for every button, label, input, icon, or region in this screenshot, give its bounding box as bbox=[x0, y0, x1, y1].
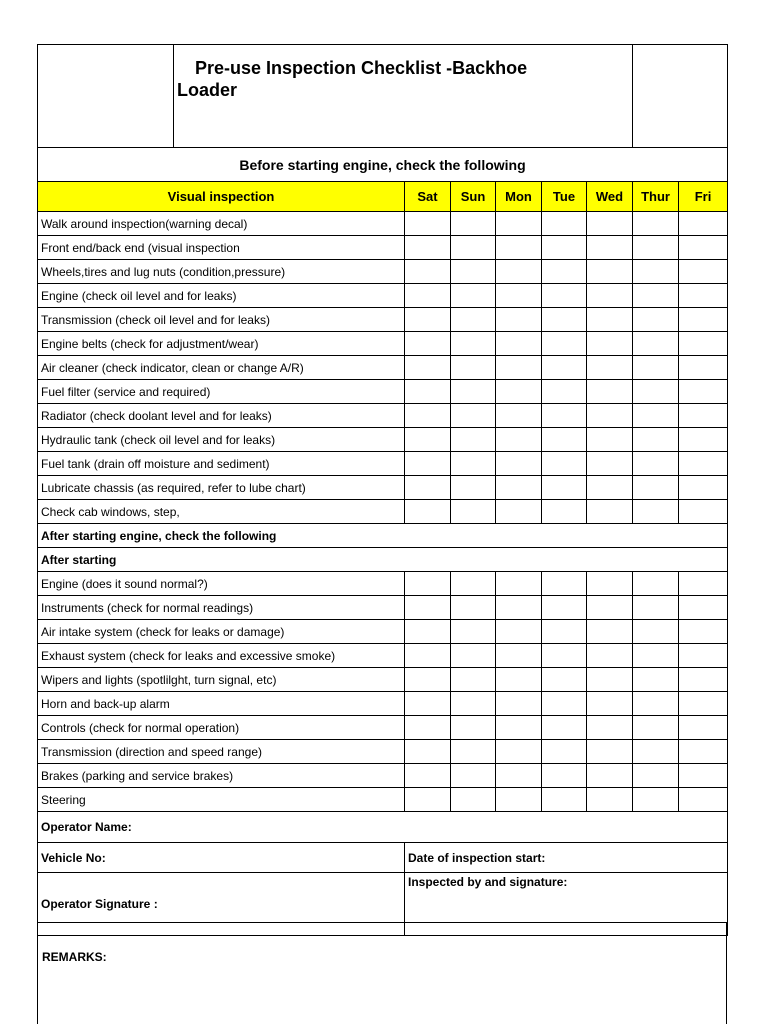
check-cell[interactable] bbox=[633, 260, 679, 284]
check-cell[interactable] bbox=[679, 716, 728, 740]
checklist-row bbox=[38, 596, 728, 620]
checklist-item-label: Engine (does it sound normal?) bbox=[38, 572, 405, 596]
checklist-item-label: Exhaust system (check for leaks and excessive smoke) bbox=[38, 644, 405, 668]
check-cell[interactable] bbox=[451, 620, 496, 644]
day-header: Fri bbox=[679, 182, 728, 212]
check-cell[interactable] bbox=[679, 404, 728, 428]
check-cell[interactable] bbox=[542, 380, 587, 404]
check-cell[interactable] bbox=[679, 500, 728, 524]
check-cell[interactable] bbox=[633, 212, 679, 236]
check-cell[interactable] bbox=[542, 476, 587, 500]
check-cell[interactable] bbox=[405, 260, 451, 284]
check-cell[interactable] bbox=[542, 284, 587, 308]
check-cell[interactable] bbox=[451, 764, 496, 788]
check-cell[interactable] bbox=[679, 596, 728, 620]
check-cell[interactable] bbox=[679, 308, 728, 332]
check-cell[interactable] bbox=[405, 572, 451, 596]
check-cell[interactable] bbox=[633, 476, 679, 500]
checklist-row bbox=[38, 452, 728, 476]
check-cell[interactable] bbox=[542, 332, 587, 356]
check-cell[interactable] bbox=[451, 740, 496, 764]
check-cell[interactable] bbox=[405, 788, 451, 812]
check-cell[interactable] bbox=[679, 428, 728, 452]
check-cell[interactable] bbox=[633, 236, 679, 260]
check-cell[interactable] bbox=[587, 668, 633, 692]
check-cell[interactable] bbox=[405, 284, 451, 308]
logo-cell bbox=[38, 45, 174, 148]
checklist-row bbox=[38, 308, 728, 332]
check-cell[interactable] bbox=[679, 692, 728, 716]
checklist-row bbox=[38, 428, 728, 452]
checklist-item-label: Transmission (direction and speed range) bbox=[38, 740, 405, 764]
check-cell[interactable] bbox=[405, 332, 451, 356]
check-cell[interactable] bbox=[587, 596, 633, 620]
remarks-box[interactable] bbox=[37, 922, 727, 1024]
check-cell[interactable] bbox=[542, 236, 587, 260]
check-cell[interactable] bbox=[405, 764, 451, 788]
check-cell[interactable] bbox=[405, 356, 451, 380]
check-cell[interactable] bbox=[451, 668, 496, 692]
check-cell[interactable] bbox=[405, 452, 451, 476]
check-cell[interactable] bbox=[587, 716, 633, 740]
checklist-item-label: Instruments (check for normal readings) bbox=[38, 596, 405, 620]
check-cell[interactable] bbox=[679, 236, 728, 260]
check-cell[interactable] bbox=[587, 644, 633, 668]
check-cell[interactable] bbox=[405, 500, 451, 524]
check-cell[interactable] bbox=[633, 284, 679, 308]
checklist-row bbox=[38, 236, 728, 260]
checklist-item-label: Front end/back end (visual inspection bbox=[38, 236, 405, 260]
check-cell[interactable] bbox=[587, 620, 633, 644]
check-cell[interactable] bbox=[633, 356, 679, 380]
check-cell[interactable] bbox=[633, 740, 679, 764]
check-cell[interactable] bbox=[405, 596, 451, 620]
checklist-row bbox=[38, 788, 728, 812]
check-cell[interactable] bbox=[542, 572, 587, 596]
day-header-row bbox=[38, 182, 728, 212]
check-cell[interactable] bbox=[405, 404, 451, 428]
check-cell[interactable] bbox=[451, 452, 496, 476]
check-cell[interactable] bbox=[587, 788, 633, 812]
check-cell[interactable] bbox=[587, 404, 633, 428]
checklist-item-label: Engine belts (check for adjustment/wear) bbox=[38, 332, 405, 356]
check-cell[interactable] bbox=[496, 716, 542, 740]
check-cell[interactable] bbox=[542, 356, 587, 380]
checklist-row bbox=[38, 332, 728, 356]
check-cell[interactable] bbox=[496, 236, 542, 260]
remarks-label: REMARKS: bbox=[42, 950, 107, 964]
checklist-row bbox=[38, 668, 728, 692]
check-cell[interactable] bbox=[451, 644, 496, 668]
checklist-item-label: Horn and back-up alarm bbox=[38, 692, 405, 716]
check-cell[interactable] bbox=[587, 380, 633, 404]
check-cell[interactable] bbox=[633, 404, 679, 428]
check-cell[interactable] bbox=[451, 284, 496, 308]
check-cell[interactable] bbox=[542, 716, 587, 740]
check-cell[interactable] bbox=[587, 308, 633, 332]
check-cell[interactable] bbox=[679, 620, 728, 644]
checklist-item-label: Lubricate chassis (as required, refer to lube chart) bbox=[38, 476, 405, 500]
check-cell[interactable] bbox=[451, 308, 496, 332]
check-cell[interactable] bbox=[679, 644, 728, 668]
check-cell[interactable] bbox=[451, 332, 496, 356]
checklist-row bbox=[38, 284, 728, 308]
checklist-row bbox=[38, 380, 728, 404]
check-cell[interactable] bbox=[633, 692, 679, 716]
check-cell[interactable] bbox=[496, 764, 542, 788]
check-cell[interactable] bbox=[679, 452, 728, 476]
check-cell[interactable] bbox=[679, 260, 728, 284]
check-cell[interactable] bbox=[587, 260, 633, 284]
check-cell[interactable] bbox=[542, 428, 587, 452]
check-cell[interactable] bbox=[496, 452, 542, 476]
checklist-item-label: Fuel tank (drain off moisture and sediment) bbox=[38, 452, 405, 476]
checklist-row bbox=[38, 572, 728, 596]
inspected-by-field[interactable]: Inspected by and signature: bbox=[405, 873, 728, 936]
check-cell[interactable] bbox=[633, 308, 679, 332]
checklist-item-label: Wipers and lights (spotlilght, turn signal, etc) bbox=[38, 668, 405, 692]
check-cell[interactable] bbox=[542, 404, 587, 428]
day-header: Mon bbox=[496, 182, 542, 212]
check-cell[interactable] bbox=[542, 260, 587, 284]
check-cell[interactable] bbox=[633, 764, 679, 788]
checklist-row bbox=[38, 500, 728, 524]
check-cell[interactable] bbox=[451, 716, 496, 740]
check-cell[interactable] bbox=[405, 620, 451, 644]
check-cell[interactable] bbox=[496, 356, 542, 380]
check-cell[interactable] bbox=[405, 428, 451, 452]
check-cell[interactable] bbox=[496, 308, 542, 332]
check-cell[interactable] bbox=[587, 356, 633, 380]
inspection-sheet bbox=[37, 44, 727, 936]
check-cell[interactable] bbox=[451, 260, 496, 284]
check-cell[interactable] bbox=[496, 428, 542, 452]
check-cell[interactable] bbox=[542, 788, 587, 812]
checklist-item-label: Engine (check oil level and for leaks) bbox=[38, 284, 405, 308]
checklist-item-label: Transmission (check oil level and for leaks) bbox=[38, 308, 405, 332]
check-cell[interactable] bbox=[496, 692, 542, 716]
check-cell[interactable] bbox=[542, 500, 587, 524]
check-cell[interactable] bbox=[496, 668, 542, 692]
check-cell[interactable] bbox=[587, 284, 633, 308]
checklist-row bbox=[38, 716, 728, 740]
checklist-item-label: Controls (check for normal operation) bbox=[38, 716, 405, 740]
check-cell[interactable] bbox=[633, 668, 679, 692]
check-cell[interactable] bbox=[633, 572, 679, 596]
check-cell[interactable] bbox=[542, 452, 587, 476]
header-right-cell bbox=[633, 45, 728, 148]
check-cell[interactable] bbox=[451, 212, 496, 236]
day-header: Wed bbox=[587, 182, 633, 212]
check-cell[interactable] bbox=[633, 716, 679, 740]
checklist-item-label: Air intake system (check for leaks or damage) bbox=[38, 620, 405, 644]
check-cell[interactable] bbox=[405, 740, 451, 764]
checklist-row bbox=[38, 692, 728, 716]
checklist-row bbox=[38, 356, 728, 380]
check-cell[interactable] bbox=[542, 620, 587, 644]
check-cell[interactable] bbox=[496, 620, 542, 644]
check-cell[interactable] bbox=[496, 740, 542, 764]
check-cell[interactable] bbox=[679, 380, 728, 404]
check-cell[interactable] bbox=[587, 764, 633, 788]
check-cell[interactable] bbox=[451, 356, 496, 380]
visual-inspection-header: Visual inspection bbox=[38, 182, 405, 212]
check-cell[interactable] bbox=[496, 572, 542, 596]
check-cell[interactable] bbox=[633, 620, 679, 644]
operator-name-field[interactable]: Operator Name: bbox=[38, 812, 728, 843]
check-cell[interactable] bbox=[405, 212, 451, 236]
check-cell[interactable] bbox=[679, 668, 728, 692]
header-row bbox=[38, 45, 728, 148]
check-cell[interactable] bbox=[496, 596, 542, 620]
check-cell[interactable] bbox=[587, 212, 633, 236]
checklist-item-label: Fuel filter (service and required) bbox=[38, 380, 405, 404]
check-cell[interactable] bbox=[496, 500, 542, 524]
check-cell[interactable] bbox=[405, 644, 451, 668]
check-cell[interactable] bbox=[542, 668, 587, 692]
check-cell[interactable] bbox=[496, 380, 542, 404]
checklist-item-label: Radiator (check doolant level and for leaks) bbox=[38, 404, 405, 428]
check-cell[interactable] bbox=[587, 236, 633, 260]
check-cell[interactable] bbox=[496, 404, 542, 428]
day-header: Sun bbox=[451, 182, 496, 212]
check-cell[interactable] bbox=[587, 740, 633, 764]
check-cell[interactable] bbox=[633, 428, 679, 452]
check-cell[interactable] bbox=[679, 212, 728, 236]
check-cell[interactable] bbox=[679, 572, 728, 596]
check-cell[interactable] bbox=[633, 380, 679, 404]
checklist-row bbox=[38, 740, 728, 764]
check-cell[interactable] bbox=[496, 212, 542, 236]
checklist-item-label: Brakes (parking and service brakes) bbox=[38, 764, 405, 788]
check-cell[interactable] bbox=[451, 596, 496, 620]
check-cell[interactable] bbox=[542, 212, 587, 236]
check-cell[interactable] bbox=[405, 668, 451, 692]
checklist-item-label: Air cleaner (check indicator, clean or change A/R) bbox=[38, 356, 405, 380]
check-cell[interactable] bbox=[451, 428, 496, 452]
check-cell[interactable] bbox=[542, 596, 587, 620]
after-heading: After starting engine, check the following bbox=[38, 524, 728, 548]
operator-signature-field[interactable]: Operator Signature : bbox=[38, 873, 405, 936]
before-heading: Before starting engine, check the following bbox=[38, 148, 728, 182]
check-cell[interactable] bbox=[633, 596, 679, 620]
check-cell[interactable] bbox=[633, 500, 679, 524]
check-cell[interactable] bbox=[633, 452, 679, 476]
check-cell[interactable] bbox=[496, 476, 542, 500]
check-cell[interactable] bbox=[451, 404, 496, 428]
check-cell[interactable] bbox=[542, 692, 587, 716]
check-cell[interactable] bbox=[451, 476, 496, 500]
checklist-item-label: Wheels,tires and lug nuts (condition,pressure) bbox=[38, 260, 405, 284]
checklist-item-label: Walk around inspection(warning decal) bbox=[38, 212, 405, 236]
check-cell[interactable] bbox=[496, 284, 542, 308]
check-cell[interactable] bbox=[587, 428, 633, 452]
check-cell[interactable] bbox=[542, 764, 587, 788]
check-cell[interactable] bbox=[405, 308, 451, 332]
checklist-row bbox=[38, 764, 728, 788]
check-cell[interactable] bbox=[451, 788, 496, 812]
day-header: Thur bbox=[633, 182, 679, 212]
day-header: Tue bbox=[542, 182, 587, 212]
check-cell[interactable] bbox=[496, 332, 542, 356]
check-cell[interactable] bbox=[679, 476, 728, 500]
check-cell[interactable] bbox=[451, 572, 496, 596]
vehicle-no-field[interactable]: Vehicle No: bbox=[38, 843, 405, 873]
check-cell[interactable] bbox=[542, 740, 587, 764]
check-cell[interactable] bbox=[496, 260, 542, 284]
check-cell[interactable] bbox=[679, 740, 728, 764]
check-cell[interactable] bbox=[405, 476, 451, 500]
check-cell[interactable] bbox=[405, 380, 451, 404]
checklist-item-label: Check cab windows, step, bbox=[38, 500, 405, 524]
check-cell[interactable] bbox=[451, 380, 496, 404]
check-cell[interactable] bbox=[451, 692, 496, 716]
checklist-item-label: Steering bbox=[38, 788, 405, 812]
check-cell[interactable] bbox=[679, 284, 728, 308]
check-cell[interactable] bbox=[633, 332, 679, 356]
page-title: Pre-use Inspection Checklist -Backhoe Loader bbox=[174, 45, 633, 148]
check-cell[interactable] bbox=[405, 236, 451, 260]
inspection-table bbox=[37, 44, 728, 936]
check-cell[interactable] bbox=[451, 236, 496, 260]
checklist-row bbox=[38, 620, 728, 644]
check-cell[interactable] bbox=[633, 644, 679, 668]
check-cell[interactable] bbox=[633, 788, 679, 812]
check-cell[interactable] bbox=[542, 644, 587, 668]
check-cell[interactable] bbox=[679, 788, 728, 812]
checklist-item-label: Hydraulic tank (check oil level and for leaks) bbox=[38, 428, 405, 452]
day-header: Sat bbox=[405, 182, 451, 212]
check-cell[interactable] bbox=[405, 692, 451, 716]
check-cell[interactable] bbox=[679, 764, 728, 788]
check-cell[interactable] bbox=[451, 500, 496, 524]
check-cell[interactable] bbox=[587, 572, 633, 596]
checklist-row bbox=[38, 476, 728, 500]
check-cell[interactable] bbox=[587, 452, 633, 476]
check-cell[interactable] bbox=[542, 308, 587, 332]
checklist-row bbox=[38, 212, 728, 236]
check-cell[interactable] bbox=[679, 332, 728, 356]
date-start-field[interactable]: Date of inspection start: bbox=[405, 843, 728, 873]
check-cell[interactable] bbox=[679, 356, 728, 380]
check-cell[interactable] bbox=[587, 500, 633, 524]
check-cell[interactable] bbox=[587, 332, 633, 356]
after-starting-label: After starting bbox=[38, 548, 728, 572]
checklist-row bbox=[38, 644, 728, 668]
check-cell[interactable] bbox=[496, 788, 542, 812]
check-cell[interactable] bbox=[496, 644, 542, 668]
checklist-row bbox=[38, 260, 728, 284]
check-cell[interactable] bbox=[405, 716, 451, 740]
check-cell[interactable] bbox=[587, 692, 633, 716]
checklist-row bbox=[38, 404, 728, 428]
check-cell[interactable] bbox=[587, 476, 633, 500]
